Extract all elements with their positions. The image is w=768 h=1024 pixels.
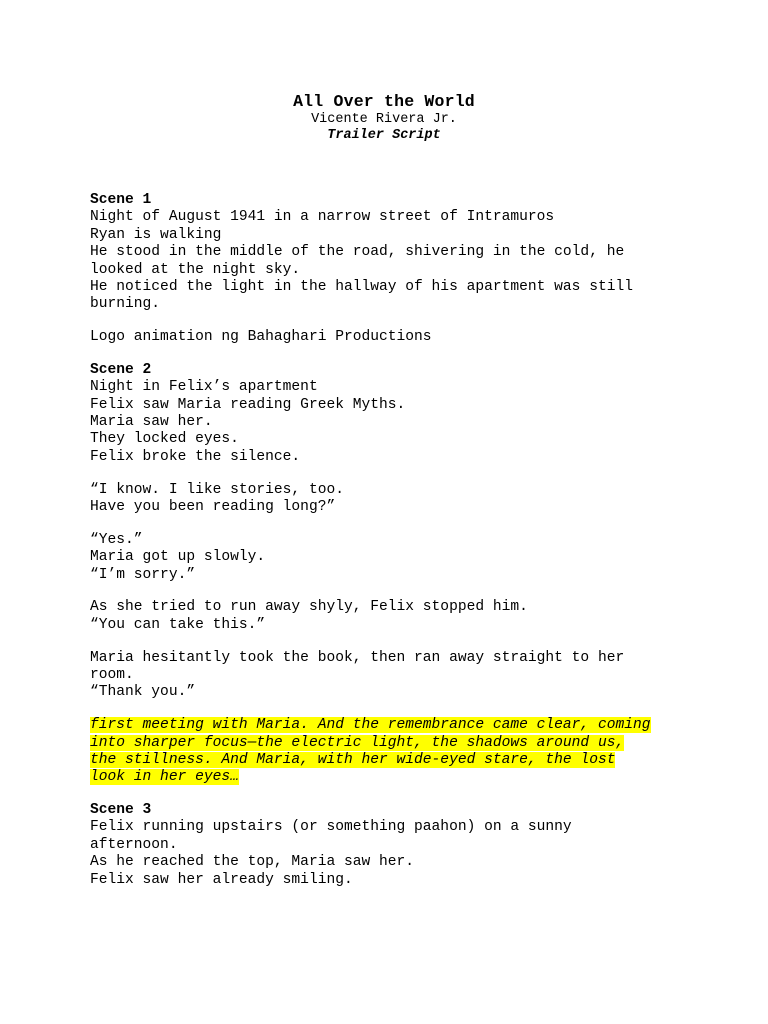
highlighted-text: first meeting with Maria. And the remembrance came clear, coming — [90, 717, 651, 734]
script-paragraph — [90, 329, 690, 346]
scene-heading: Scene 1 — [90, 192, 152, 208]
script-line: As she tried to run away shyly, Felix stopped him. — [90, 599, 528, 616]
script-line — [90, 717, 690, 734]
script-line: “Thank you.” — [90, 684, 196, 701]
script-line — [90, 769, 690, 786]
document-subtitle: Trailer Script — [327, 128, 441, 143]
highlighted-text: the stillness. And Maria, with her wide-eyed stare, the lost — [90, 751, 616, 768]
script-line: Felix saw Maria reading Greek Myths. — [90, 396, 406, 413]
script-line: looked at the night sky. — [90, 261, 301, 278]
script-line: Maria hesitantly took the book, then ran away straight to her — [90, 649, 625, 666]
script-paragraph — [90, 650, 690, 702]
document-title: All Over the World — [293, 92, 475, 111]
script-line: Felix saw her already smiling. — [90, 871, 353, 888]
highlighted-passage — [90, 717, 690, 787]
script-line: “I’m sorry.” — [90, 566, 196, 583]
script-line: Felix broke the silence. — [90, 448, 301, 465]
script-line: Night in Felix’s apartment — [90, 379, 318, 396]
script-line: Logo animation ng Bahaghari Productions — [90, 329, 432, 346]
document-author: Vicente Rivera Jr. — [311, 112, 457, 127]
document-header — [0, 92, 768, 144]
script-paragraph — [90, 599, 690, 634]
script-line: room. — [90, 666, 134, 683]
script-line: He noticed the light in the hallway of his apartment was still — [90, 278, 633, 295]
script-paragraph — [90, 532, 690, 584]
script-body — [90, 192, 690, 904]
script-line: afternoon. — [90, 836, 178, 853]
script-line: Maria got up slowly. — [90, 549, 266, 566]
script-line — [90, 735, 690, 752]
script-line: Night of August 1941 in a narrow street of Intramuros — [90, 209, 555, 226]
script-line: Maria saw her. — [90, 414, 213, 431]
script-line: “I know. I like stories, too. — [90, 481, 344, 498]
highlighted-text: look in her eyes… — [90, 769, 239, 786]
script-line: He stood in the middle of the road, shivering in the cold, he — [90, 244, 625, 261]
script-line: Ryan is walking — [90, 226, 222, 243]
scene-heading: Scene 2 — [90, 361, 152, 378]
script-line — [90, 752, 690, 769]
scene-block — [90, 192, 690, 314]
script-line: Have you been reading long?” — [90, 499, 336, 516]
scene-heading: Scene 3 — [90, 802, 152, 819]
script-line: Felix running upstairs (or something paahon) on a sunny — [90, 819, 572, 836]
scene-block — [90, 802, 690, 889]
script-line: burning. — [90, 296, 161, 313]
highlighted-text: into sharper focus—the electric light, the shadows around us, — [90, 734, 625, 751]
scene-block — [90, 362, 690, 466]
script-line: They locked eyes. — [90, 431, 239, 448]
script-line: As he reached the top, Maria saw her. — [90, 854, 415, 871]
script-line: “Yes.” — [90, 531, 143, 548]
script-paragraph — [90, 482, 690, 517]
script-line: “You can take this.” — [90, 616, 266, 633]
